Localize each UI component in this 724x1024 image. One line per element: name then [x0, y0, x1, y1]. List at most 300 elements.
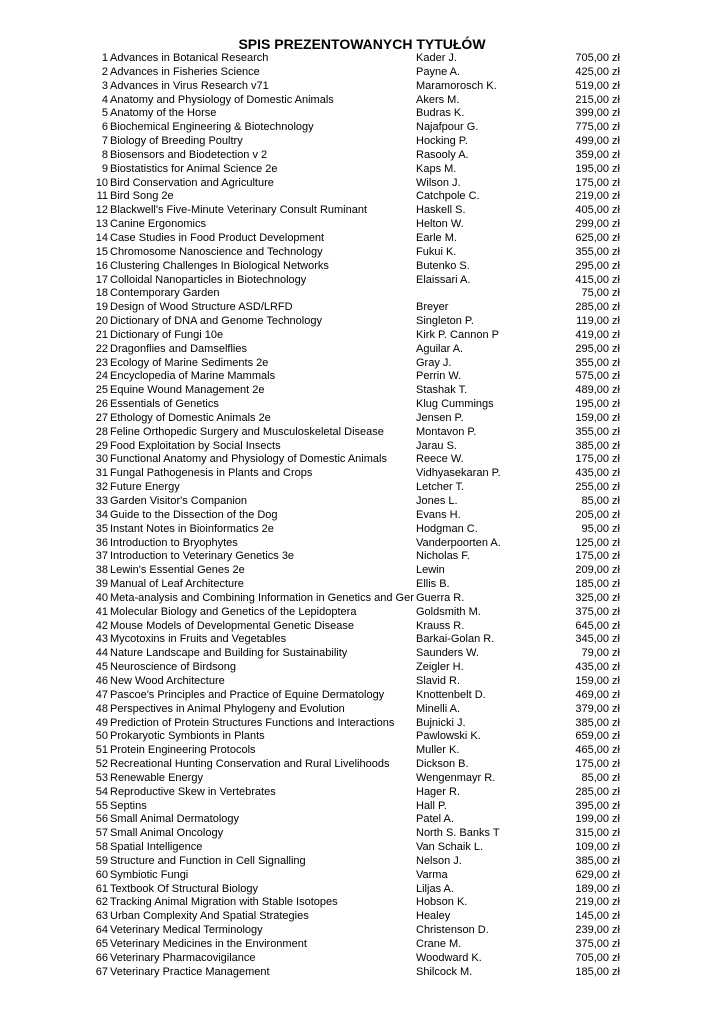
- item-title: Introduction to Veterinary Genetics 3e: [110, 550, 295, 563]
- item-number: 48: [95, 702, 108, 715]
- item-number: 40: [95, 591, 108, 604]
- item-title: Reproductive Skew in Vertebrates: [110, 785, 276, 798]
- item-title: Colloidal Nanoparticles in Biotechnology: [110, 273, 307, 286]
- item-number: 47: [95, 688, 108, 701]
- item-price: 175,00 zł: [575, 758, 620, 771]
- item-price: 355,00 zł: [575, 245, 620, 258]
- item-author: Goldsmith M.: [416, 605, 481, 618]
- list-item: [0, 578, 724, 592]
- item-number: 57: [95, 827, 108, 840]
- item-number: 49: [95, 716, 108, 729]
- list-item: [0, 315, 724, 329]
- item-title: Bird Conservation and Agriculture: [110, 176, 274, 189]
- item-title: Urban Complexity And Spatial Strategies: [110, 910, 309, 923]
- item-author: Jones L.: [416, 495, 458, 507]
- list-item: [0, 384, 724, 398]
- item-title: Veterinary Medical Terminology: [110, 924, 263, 937]
- item-number: 60: [95, 868, 108, 881]
- item-number: 46: [95, 674, 108, 687]
- item-author: Kaps M.: [416, 162, 457, 175]
- item-price: 345,00 zł: [575, 633, 620, 646]
- item-price: 489,00 zł: [575, 384, 620, 397]
- item-author: Lewin: [416, 564, 445, 577]
- item-author: Earle M.: [416, 231, 457, 244]
- item-number: 55: [95, 799, 108, 812]
- item-price: 185,00 zł: [575, 965, 620, 978]
- item-author: Kader J.: [416, 52, 457, 64]
- list-item: [0, 495, 724, 509]
- item-price: 255,00 zł: [575, 481, 620, 494]
- list-item: [0, 232, 724, 246]
- item-title: Lewin's Essential Genes 2e: [110, 564, 245, 577]
- list-item: [0, 869, 724, 883]
- item-author: Slavid R.: [416, 674, 461, 687]
- item-price: 379,00 zł: [575, 702, 620, 715]
- item-title: Instant Notes in Bioinformatics 2e: [110, 522, 274, 535]
- item-author: Saunders W.: [416, 647, 479, 660]
- item-price: 159,00 zł: [575, 674, 620, 687]
- item-price: 359,00 zł: [575, 148, 620, 161]
- item-author: Elaissari A.: [416, 273, 471, 286]
- item-number: 1: [101, 52, 108, 64]
- list-item: [0, 343, 724, 357]
- list-item: [0, 827, 724, 841]
- item-number: 58: [95, 841, 108, 854]
- item-title: Structure and Function in Cell Signalling: [110, 854, 306, 867]
- item-price: 435,00 zł: [575, 661, 620, 674]
- item-number: 54: [95, 785, 108, 798]
- item-price: 189,00 zł: [575, 882, 620, 895]
- item-title: Functional Anatomy and Physiology of Domestic Animals: [110, 453, 387, 466]
- item-title: Veterinary Medicines in the Environment: [110, 938, 307, 950]
- item-price: 419,00 zł: [575, 328, 620, 341]
- item-author: North S. Banks T: [416, 827, 500, 840]
- list-item: [0, 246, 724, 260]
- item-author: Gray J.: [416, 356, 452, 369]
- item-price: 85,00 zł: [581, 495, 620, 507]
- item-title: Mycotoxins in Fruits and Vegetables: [110, 633, 287, 646]
- list-item: [0, 841, 724, 855]
- item-author: Guerra R.: [416, 591, 465, 604]
- list-item: [0, 274, 724, 288]
- item-number: 39: [95, 578, 108, 591]
- list-item: [0, 94, 724, 108]
- item-price: 109,00 zł: [575, 841, 620, 854]
- item-price: 405,00 zł: [575, 204, 620, 217]
- item-number: 42: [95, 619, 108, 632]
- item-price: 219,00 zł: [575, 896, 620, 909]
- item-price: 705,00 zł: [575, 52, 620, 64]
- item-author: Christenson D.: [416, 924, 489, 937]
- item-title: Biochemical Engineering & Biotechnology: [110, 121, 314, 134]
- item-title: Protein Engineering Protocols: [110, 744, 256, 757]
- item-number: 18: [95, 287, 108, 300]
- item-author: Hodgman C.: [416, 522, 478, 535]
- item-number: 22: [95, 342, 108, 355]
- list-item: [0, 260, 724, 274]
- item-price: 75,00 zł: [581, 287, 620, 300]
- item-price: 375,00 zł: [575, 938, 620, 950]
- item-price: 315,00 zł: [575, 827, 620, 840]
- item-title: New Wood Architecture: [110, 674, 225, 687]
- item-number: 61: [95, 882, 108, 895]
- item-price: 705,00 zł: [575, 951, 620, 964]
- list-item: [0, 190, 724, 204]
- item-title: Ethology of Domestic Animals 2e: [110, 411, 271, 424]
- list-item: [0, 910, 724, 924]
- item-price: 285,00 zł: [575, 301, 620, 314]
- item-number: 50: [95, 730, 108, 743]
- item-title: Equine Wound Management 2e: [110, 384, 265, 397]
- item-title: Fungal Pathogenesis in Plants and Crops: [110, 467, 313, 480]
- list-item: [0, 66, 724, 80]
- item-price: 145,00 zł: [575, 910, 620, 923]
- list-item: [0, 523, 724, 537]
- list-item: [0, 703, 724, 717]
- item-author: Barkai-Golan R.: [416, 633, 495, 646]
- item-author: Patel A.: [416, 813, 454, 826]
- list-item: [0, 287, 724, 301]
- item-title: Spatial Intelligence: [110, 841, 203, 854]
- item-title: Neuroscience of Birdsong: [110, 661, 236, 674]
- item-title: Veterinary Practice Management: [110, 965, 270, 978]
- item-number: 17: [95, 273, 108, 286]
- item-author: Bujnicki J.: [416, 716, 466, 729]
- item-author: Wilson J.: [416, 176, 461, 189]
- item-price: 645,00 zł: [575, 619, 620, 632]
- item-title: Biology of Breeding Poultry: [110, 135, 243, 148]
- item-author: Minelli A.: [416, 702, 461, 715]
- list-item: [0, 800, 724, 814]
- item-number: 32: [95, 481, 108, 494]
- list-item: [0, 938, 724, 952]
- item-price: 239,00 zł: [575, 924, 620, 937]
- item-price: 159,00 zł: [575, 411, 620, 424]
- item-author: Shilcock M.: [416, 965, 473, 978]
- item-number: 19: [95, 301, 108, 314]
- item-author: Butenko S.: [416, 259, 470, 272]
- item-price: 385,00 zł: [575, 439, 620, 452]
- item-price: 209,00 zł: [575, 564, 620, 577]
- list-item: [0, 52, 724, 66]
- item-title: Case Studies in Food Product Development: [110, 231, 325, 244]
- item-title: Nature Landscape and Building for Sustainability: [110, 647, 348, 660]
- item-author: Varma: [416, 868, 448, 881]
- item-number: 13: [95, 218, 108, 231]
- item-price: 295,00 zł: [575, 259, 620, 272]
- item-title: Tracking Animal Migration with Stable Isotopes: [110, 896, 338, 909]
- list-item: [0, 412, 724, 426]
- item-title: Meta-analysis and Combining Information in Genetics and Ger: [110, 591, 414, 604]
- item-number: 65: [95, 938, 108, 950]
- item-price: 425,00 zł: [575, 65, 620, 78]
- item-title: Renewable Energy: [110, 771, 203, 784]
- item-number: 21: [95, 328, 108, 341]
- list-item: [0, 620, 724, 634]
- item-author: Klug Cummings: [416, 398, 494, 411]
- item-author: Aguilar A.: [416, 342, 464, 355]
- item-title: Symbiotic Fungi: [110, 868, 189, 881]
- list-item: [0, 218, 724, 232]
- list-item: [0, 564, 724, 578]
- list-item: [0, 370, 724, 384]
- item-title: Guide to the Dissection of the Dog: [110, 508, 278, 521]
- item-author: Jensen P.: [416, 411, 464, 424]
- item-title: Ecology of Marine Sediments 2e: [110, 356, 269, 369]
- item-number: 64: [95, 924, 108, 937]
- item-author: Van Schaik L.: [416, 841, 484, 854]
- item-title: Chromosome Nanoscience and Technology: [110, 245, 323, 258]
- item-author: Najafpour G.: [416, 121, 479, 134]
- item-price: 215,00 zł: [575, 93, 620, 106]
- list-item: [0, 301, 724, 315]
- list-item: [0, 786, 724, 800]
- item-price: 85,00 zł: [581, 771, 620, 784]
- item-author: Nicholas F.: [416, 550, 470, 563]
- item-number: 62: [95, 896, 108, 909]
- item-author: Healey: [416, 910, 451, 923]
- item-price: 399,00 zł: [575, 107, 620, 120]
- item-number: 9: [101, 162, 108, 175]
- item-author: Helton W.: [416, 218, 464, 231]
- list-item: [0, 398, 724, 412]
- item-title: Dragonflies and Damselflies: [110, 342, 247, 355]
- list-item: [0, 204, 724, 218]
- item-author: Liljas A.: [416, 882, 454, 895]
- list-item: [0, 121, 724, 135]
- item-author: Hobson K.: [416, 896, 468, 909]
- list-item: [0, 509, 724, 523]
- item-author: Haskell S.: [416, 204, 466, 217]
- item-price: 175,00 zł: [575, 550, 620, 563]
- item-price: 469,00 zł: [575, 688, 620, 701]
- item-author: Jarau S.: [416, 439, 457, 452]
- item-price: 355,00 zł: [575, 425, 620, 438]
- item-title: Canine Ergonomics: [110, 218, 206, 231]
- item-author: Evans H.: [416, 508, 461, 521]
- list-item: [0, 717, 724, 731]
- item-title: Clustering Challenges In Biological Networks: [110, 259, 329, 272]
- item-author: Muller K.: [416, 744, 460, 757]
- item-number: 23: [95, 356, 108, 369]
- item-number: 63: [95, 910, 108, 923]
- item-title: Textbook Of Structural Biology: [110, 882, 258, 895]
- list-item: [0, 357, 724, 371]
- item-price: 325,00 zł: [575, 591, 620, 604]
- item-author: Dickson B.: [416, 758, 469, 771]
- item-title: Advances in Virus Research v71: [110, 79, 269, 92]
- item-number: 44: [95, 647, 108, 660]
- item-title: Perspectives in Animal Phylogeny and Evolution: [110, 702, 345, 715]
- item-number: 30: [95, 453, 108, 466]
- item-author: Reece W.: [416, 453, 464, 466]
- item-author: Vidhyasekaran P.: [416, 467, 501, 480]
- item-author: Knottenbelt D.: [416, 688, 486, 701]
- item-title: Design of Wood Structure ASD/LRFD: [110, 301, 293, 314]
- list-item: [0, 149, 724, 163]
- page-title: SPIS PREZENTOWANYCH TYTUŁÓW: [238, 36, 486, 52]
- item-title: Mouse Models of Developmental Genetic Disease: [110, 619, 354, 632]
- item-title: Small Animal Oncology: [110, 827, 224, 840]
- item-number: 4: [101, 93, 108, 106]
- item-number: 37: [95, 550, 108, 563]
- item-title: Recreational Hunting Conservation and Rural Livelihoods: [110, 758, 390, 771]
- list-item: [0, 453, 724, 467]
- item-number: 10: [95, 176, 108, 189]
- item-title: Future Energy: [110, 481, 180, 494]
- item-number: 41: [95, 605, 108, 618]
- item-number: 34: [95, 508, 108, 521]
- item-price: 465,00 zł: [575, 744, 620, 757]
- list-item: [0, 440, 724, 454]
- item-author: Catchpole C.: [416, 190, 480, 203]
- item-number: 33: [95, 495, 108, 507]
- item-title: Advances in Botanical Research: [110, 52, 269, 64]
- item-number: 6: [101, 121, 108, 134]
- list-item: [0, 772, 724, 786]
- item-price: 195,00 zł: [575, 398, 620, 411]
- list-item: [0, 426, 724, 440]
- list-item: [0, 163, 724, 177]
- item-author: Letcher T.: [416, 481, 465, 494]
- item-title: Garden Visitor's Companion: [110, 495, 248, 507]
- item-author: Crane M.: [416, 938, 462, 950]
- item-author: Wengenmayr R.: [416, 771, 496, 784]
- list-item: [0, 661, 724, 675]
- item-number: 43: [95, 633, 108, 646]
- item-number: 26: [95, 398, 108, 411]
- item-title: Essentials of Genetics: [110, 398, 219, 411]
- item-number: 15: [95, 245, 108, 258]
- item-number: 14: [95, 231, 108, 244]
- item-number: 53: [95, 771, 108, 784]
- item-number: 45: [95, 661, 108, 674]
- item-author: Hager R.: [416, 785, 461, 798]
- item-title: Encyclopedia of Marine Mammals: [110, 370, 276, 383]
- list-item: [0, 758, 724, 772]
- item-price: 125,00 zł: [575, 536, 620, 549]
- item-author: Singleton P.: [416, 315, 474, 328]
- item-number: 56: [95, 813, 108, 826]
- item-number: 29: [95, 439, 108, 452]
- item-price: 625,00 zł: [575, 231, 620, 244]
- item-title: Introduction to Bryophytes: [110, 536, 238, 549]
- item-title: Small Animal Dermatology: [110, 813, 239, 826]
- item-number: 7: [101, 135, 108, 148]
- item-number: 3: [101, 79, 108, 92]
- list-item: [0, 896, 724, 910]
- item-title: Molecular Biology and Genetics of the Lepidoptera: [110, 605, 357, 618]
- list-item: [0, 592, 724, 606]
- item-price: 375,00 zł: [575, 605, 620, 618]
- item-author: Fukui K.: [416, 245, 457, 258]
- item-number: 52: [95, 758, 108, 771]
- item-author: Maramorosch K.: [416, 79, 497, 92]
- item-author: Rasooly A.: [416, 148, 469, 161]
- item-number: 66: [95, 951, 108, 964]
- item-price: 299,00 zł: [575, 218, 620, 231]
- item-author: Krauss R.: [416, 619, 465, 632]
- list-item: [0, 606, 724, 620]
- item-number: 38: [95, 564, 108, 577]
- item-title: Septins: [110, 799, 147, 812]
- list-item: [0, 80, 724, 94]
- item-number: 27: [95, 411, 108, 424]
- item-number: 2: [101, 65, 108, 78]
- item-price: 435,00 zł: [575, 467, 620, 480]
- list-item: [0, 744, 724, 758]
- item-title: Anatomy of the Horse: [110, 107, 217, 120]
- item-number: 11: [96, 190, 108, 203]
- list-item: [0, 329, 724, 343]
- list-item: [0, 924, 724, 938]
- item-number: 59: [95, 854, 108, 867]
- item-author: Kirk P. Cannon P: [416, 328, 499, 341]
- item-title: Dictionary of Fungi 10e: [110, 328, 224, 341]
- item-author: Zeigler H.: [416, 661, 464, 674]
- item-author: Woodward K.: [416, 951, 482, 964]
- list-item: [0, 550, 724, 564]
- item-author: Vanderpoorten A.: [416, 536, 501, 549]
- item-price: 575,00 zł: [575, 370, 620, 383]
- item-title: Pascoe's Principles and Practice of Equine Dermatology: [110, 688, 385, 701]
- item-price: 775,00 zł: [575, 121, 620, 134]
- list-item: [0, 952, 724, 966]
- item-title: Blackwell's Five-Minute Veterinary Consult Ruminant: [110, 204, 368, 217]
- item-author: Montavon P.: [416, 425, 477, 438]
- item-price: 499,00 zł: [575, 135, 620, 148]
- item-author: Pawlowski K.: [416, 730, 481, 743]
- item-author: Nelson J.: [416, 854, 462, 867]
- list-item: [0, 689, 724, 703]
- item-price: 95,00 zł: [581, 522, 620, 535]
- item-author: Hall P.: [416, 799, 447, 812]
- list-item: [0, 675, 724, 689]
- list-item: [0, 135, 724, 149]
- item-price: 395,00 zł: [575, 799, 620, 812]
- item-price: 219,00 zł: [575, 190, 620, 203]
- item-title: Anatomy and Physiology of Domestic Animals: [110, 93, 334, 106]
- list-item: [0, 813, 724, 827]
- list-item: [0, 883, 724, 897]
- item-price: 659,00 zł: [575, 730, 620, 743]
- item-price: 185,00 zł: [575, 578, 620, 591]
- list-item: [0, 177, 724, 191]
- list-item: [0, 481, 724, 495]
- item-number: 35: [95, 522, 108, 535]
- item-title: Biostatistics for Animal Science 2e: [110, 162, 278, 175]
- item-number: 67: [95, 965, 108, 978]
- item-title: Biosensors and Biodetection v 2: [110, 148, 268, 161]
- item-author: Hocking P.: [416, 135, 468, 148]
- item-price: 195,00 zł: [575, 162, 620, 175]
- item-author: Stashak T.: [416, 384, 468, 397]
- item-title: Prokaryotic Symbionts in Plants: [110, 730, 265, 743]
- item-price: 199,00 zł: [575, 813, 620, 826]
- item-number: 25: [95, 384, 108, 397]
- list-item: [0, 107, 724, 121]
- item-number: 8: [101, 148, 108, 161]
- item-price: 285,00 zł: [575, 785, 620, 798]
- item-author: Ellis B.: [416, 578, 450, 591]
- item-author: Perrin W.: [416, 370, 462, 383]
- item-author: Payne A.: [416, 65, 461, 78]
- item-price: 119,00 zł: [576, 315, 620, 328]
- item-title: Prediction of Protein Structures Functions and Interactions: [110, 716, 395, 729]
- list-item: [0, 730, 724, 744]
- item-number: 12: [95, 204, 108, 217]
- list-item: [0, 647, 724, 661]
